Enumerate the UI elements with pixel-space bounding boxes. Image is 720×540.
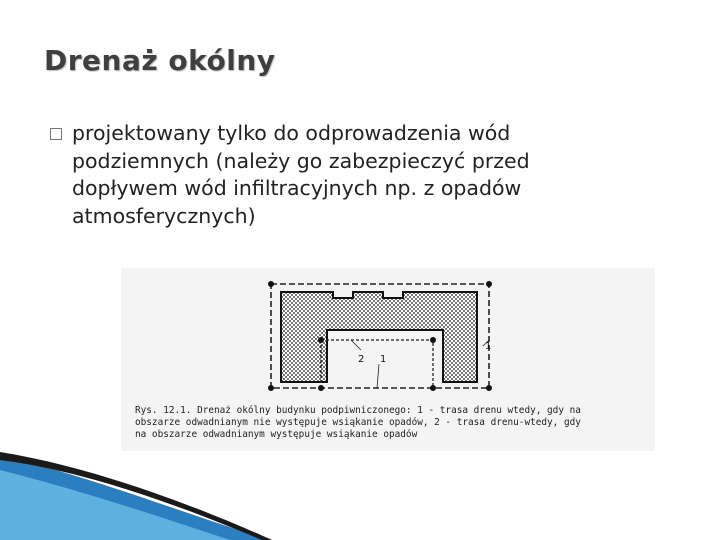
caption-line-3: na obszarze odwadnianym występuje wsiąkanie opadów <box>135 429 418 440</box>
caption-line-1: Rys. 12.1. Drenaż okólny budynku podpiwniczonego: 1 - trasa drenu wtedy, gdy na <box>135 405 581 416</box>
bullet-line-1: projektowany tylko do odprowadzenia wód <box>72 121 511 145</box>
label-1-right: 1 <box>485 341 492 352</box>
label-2: 2 <box>358 354 365 365</box>
bullet-line-4: atmosferycznych) <box>72 203 256 228</box>
bullet-line-3: dopływem wód infiltracyjnych np. z opadów <box>72 176 522 200</box>
caption-line-2: obszarze odwadnianym nie występuje wsiąkanie opadów, 2 - trasa drenu-wtedy, gdy <box>135 417 581 428</box>
label-1-inner: 1 <box>380 354 387 365</box>
slide-title: Drenaż okólny <box>44 44 276 77</box>
bullet-line-2: podziemnych (należy go zabezpieczyć przed <box>72 148 530 173</box>
